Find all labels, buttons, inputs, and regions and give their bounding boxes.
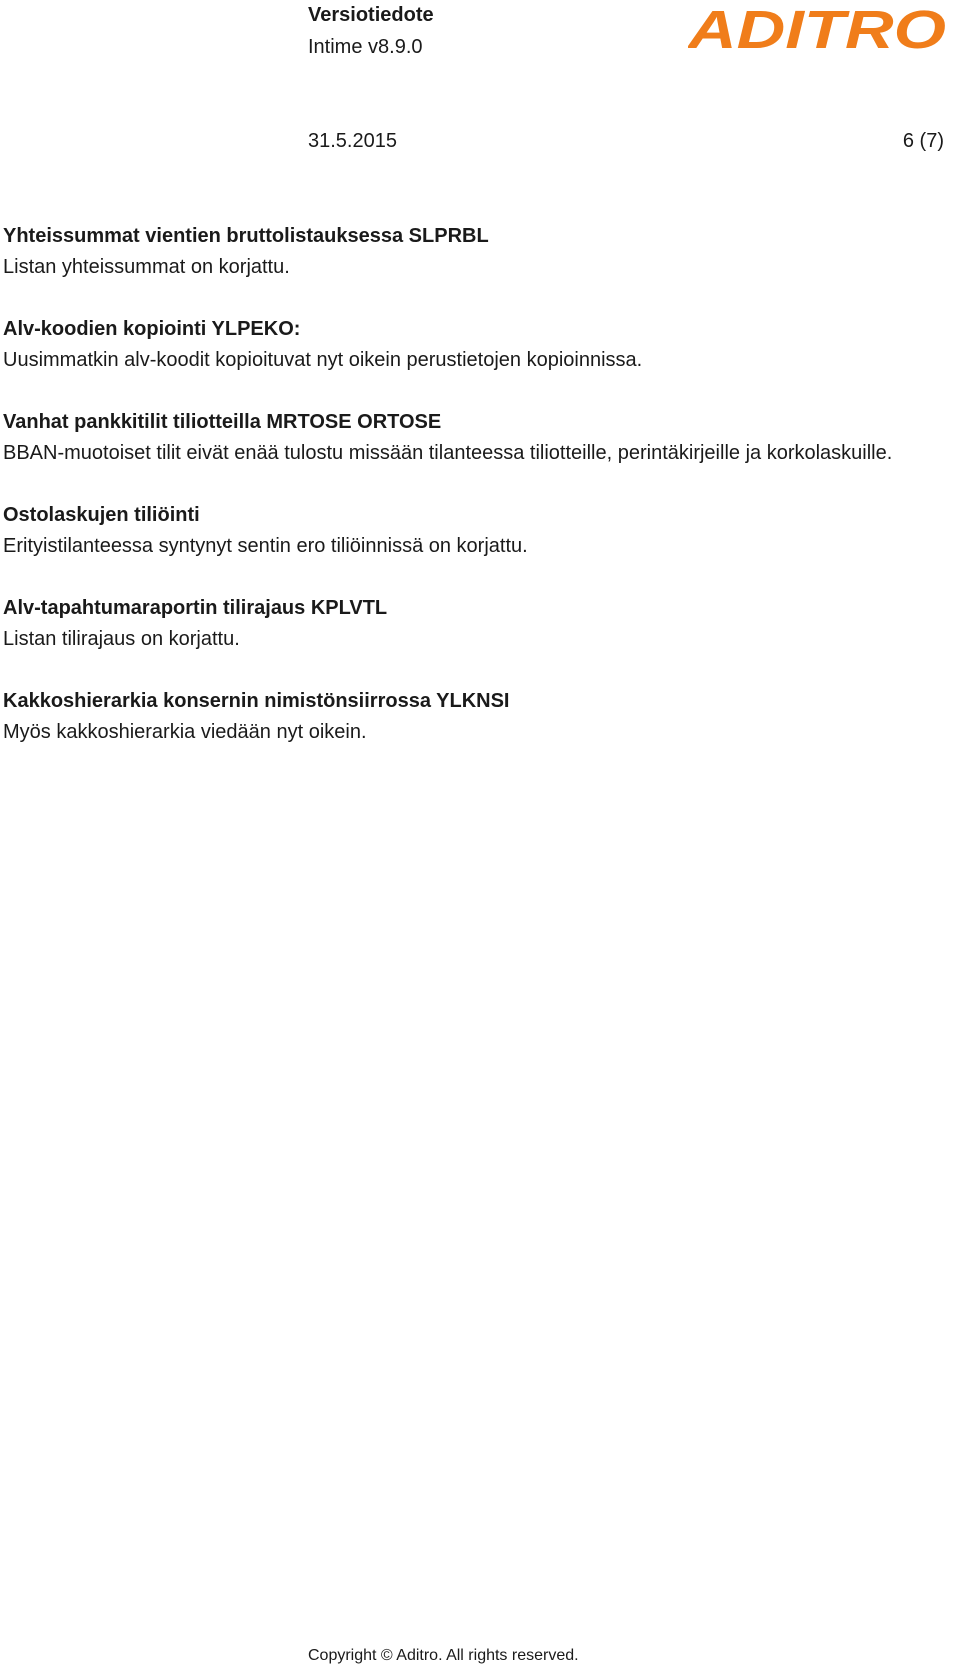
- section-body: BBAN-muotoiset tilit eivät enää tulostu missään tilanteessa tiliotteille, perintäkirjeille ja korkolaskuille.: [3, 442, 893, 464]
- section-kplvtl: [3, 593, 953, 655]
- section-body: Listan yhteissummat on korjattu.: [3, 256, 290, 278]
- section-body: Erityistilanteessa syntynyt sentin ero tiliöinnissä on korjattu.: [3, 535, 528, 557]
- section-slprbl: [3, 221, 953, 283]
- aditro-logo: [688, 4, 950, 54]
- footer-copyright: Copyright © Aditro. All rights reserved.: [308, 1647, 579, 1664]
- section-title: Yhteissummat vientien bruttolistauksessa SLPRBL: [3, 225, 489, 247]
- section-ylknsi: [3, 686, 953, 748]
- section-body: Listan tilirajaus on korjattu.: [3, 628, 240, 650]
- section-body: Uusimmatkin alv-koodit kopioituvat nyt oikein perustietojen kopioinnissa.: [3, 349, 643, 371]
- section-title: Alv-tapahtumaraportin tilirajaus KPLVTL: [3, 597, 388, 619]
- svg-text:ADITRO: ADITRO: [688, 4, 946, 54]
- section-mrtose-ortose: [3, 407, 953, 469]
- section-title: Vanhat pankkitilit tiliotteilla MRTOSE ORTOSE: [3, 411, 442, 433]
- section-ostolaskujen-tiliointi: [3, 500, 953, 562]
- header-title: Versiotiedote: [308, 4, 434, 26]
- header-subtitle: Intime v8.9.0: [308, 36, 423, 58]
- section-title: Alv-koodien kopiointi YLPEKO:: [3, 318, 301, 340]
- release-notes: [3, 221, 953, 779]
- document-date: 31.5.2015: [308, 130, 397, 152]
- section-body: Myös kakkoshierarkia viedään nyt oikein.: [3, 721, 367, 743]
- section-title: Kakkoshierarkia konsernin nimistönsiirrossa YLKNSI: [3, 690, 510, 712]
- section-title: Ostolaskujen tiliöinti: [3, 504, 200, 526]
- section-ylpeko: [3, 314, 953, 376]
- page-number: 6 (7): [902, 130, 944, 152]
